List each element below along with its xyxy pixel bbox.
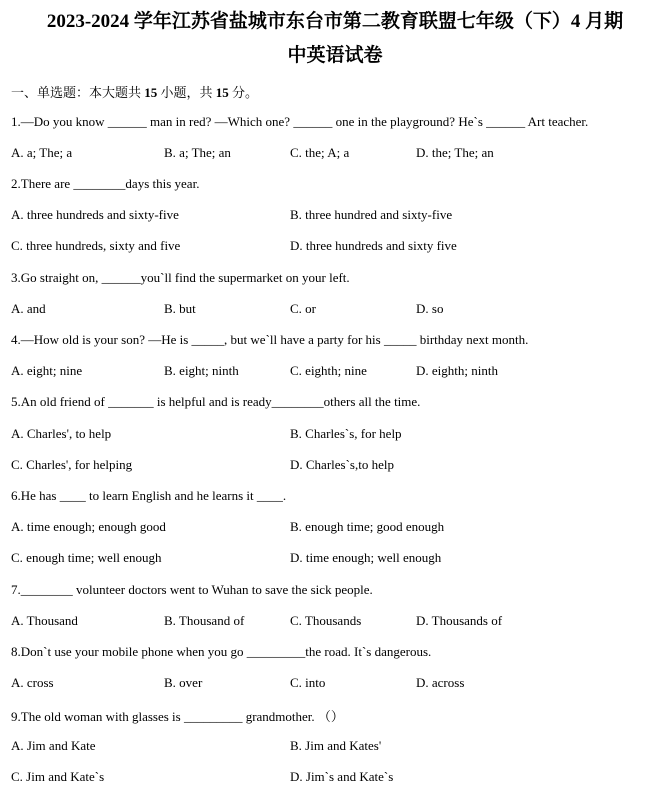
q5-option-c[interactable]: C. Charles', for helping <box>11 457 133 472</box>
q8-option-d[interactable]: D. across <box>416 675 465 690</box>
question-3: 3.Go straight on, ______you`ll find the supermarket on your left. <box>11 270 350 285</box>
q1-option-b[interactable]: B. a; The; an <box>164 145 231 160</box>
q3-option-c[interactable]: C. or <box>290 301 316 316</box>
question-1: 1.—Do you know ______ man in red? —Which one? ______ one in the playground? He`s ______ Art teacher. <box>11 114 589 129</box>
q9-option-a[interactable]: A. Jim and Kate <box>11 738 96 753</box>
q7-option-a[interactable]: A. Thousand <box>11 613 78 628</box>
q1-option-c[interactable]: C. the; A; a <box>290 145 350 160</box>
q8-option-b[interactable]: B. over <box>164 675 203 690</box>
question-5: 5.An old friend of _______ is helpful and is ready________others all the time. <box>11 394 421 409</box>
section-heading-suffix: 分。 <box>228 85 259 100</box>
question-count: 15 <box>144 85 158 100</box>
exam-title-line-2: 中英语试卷 <box>287 45 383 66</box>
q4-option-b[interactable]: B. eight; ninth <box>164 363 239 378</box>
question-8: 8.Don`t use your mobile phone when you go _________the road. It`s dangerous. <box>11 644 432 659</box>
q2-option-d[interactable]: D. three hundreds and sixty five <box>290 238 457 253</box>
q1-option-a[interactable]: A. a; The; a <box>11 145 73 160</box>
q5-option-a[interactable]: A. Charles', to help <box>11 426 112 441</box>
q4-option-a[interactable]: A. eight; nine <box>11 363 83 378</box>
q9-option-b[interactable]: B. Jim and Kates' <box>290 738 382 753</box>
q8-option-c[interactable]: C. into <box>290 675 326 690</box>
q1-option-d[interactable]: D. the; The; an <box>416 145 494 160</box>
q5-option-d[interactable]: D. Charles`s,to help <box>290 457 394 472</box>
q3-option-a[interactable]: A. and <box>11 301 46 316</box>
q5-option-b[interactable]: B. Charles`s, for help <box>290 426 402 441</box>
q6-option-d[interactable]: D. time enough; well enough <box>290 550 442 565</box>
q2-option-a[interactable]: A. three hundreds and sixty-five <box>11 207 179 222</box>
exam-title-line-1: 2023-2024 学年江苏省盐城市东台市第二教育联盟七年级（下）4 月期 <box>46 11 624 32</box>
q6-option-b[interactable]: B. enough time; good enough <box>290 519 445 534</box>
question-2: 2.There are ________days this year. <box>11 176 200 191</box>
q8-option-a[interactable]: A. cross <box>11 675 54 690</box>
section-heading <box>11 82 258 101</box>
q4-option-c[interactable]: C. eighth; nine <box>290 363 367 378</box>
question-9: 9.The old woman with glasses is _________ grandmother. （） <box>11 709 344 724</box>
q3-option-b[interactable]: B. but <box>164 301 196 316</box>
question-6: 6.He has ____ to learn English and he learns it ____. <box>11 488 287 503</box>
q7-option-d[interactable]: D. Thousands of <box>416 613 503 628</box>
q6-option-c[interactable]: C. enough time; well enough <box>11 550 162 565</box>
q3-option-d[interactable]: D. so <box>416 301 444 316</box>
question-7: 7.________ volunteer doctors went to Wuhan to save the sick people. <box>11 582 373 597</box>
q2-option-b[interactable]: B. three hundred and sixty-five <box>290 207 453 222</box>
question-4: 4.—How old is your son? —He is _____, but we`ll have a party for his _____ birthday next month. <box>11 332 529 347</box>
q2-option-c[interactable]: C. three hundreds, sixty and five <box>11 238 181 253</box>
q7-option-c[interactable]: C. Thousands <box>290 613 362 628</box>
q4-option-d[interactable]: D. eighth; ninth <box>416 363 498 378</box>
section-heading-mid: 小题，共 <box>157 85 216 100</box>
q9-option-c[interactable]: C. Jim and Kate`s <box>11 769 105 784</box>
section-heading-prefix: 一、单选题：本大题共 <box>11 85 145 100</box>
q6-option-a[interactable]: A. time enough; enough good <box>11 519 166 534</box>
q9-option-d[interactable]: D. Jim`s and Kate`s <box>290 769 394 784</box>
q7-option-b[interactable]: B. Thousand of <box>164 613 245 628</box>
total-points: 15 <box>215 85 229 100</box>
